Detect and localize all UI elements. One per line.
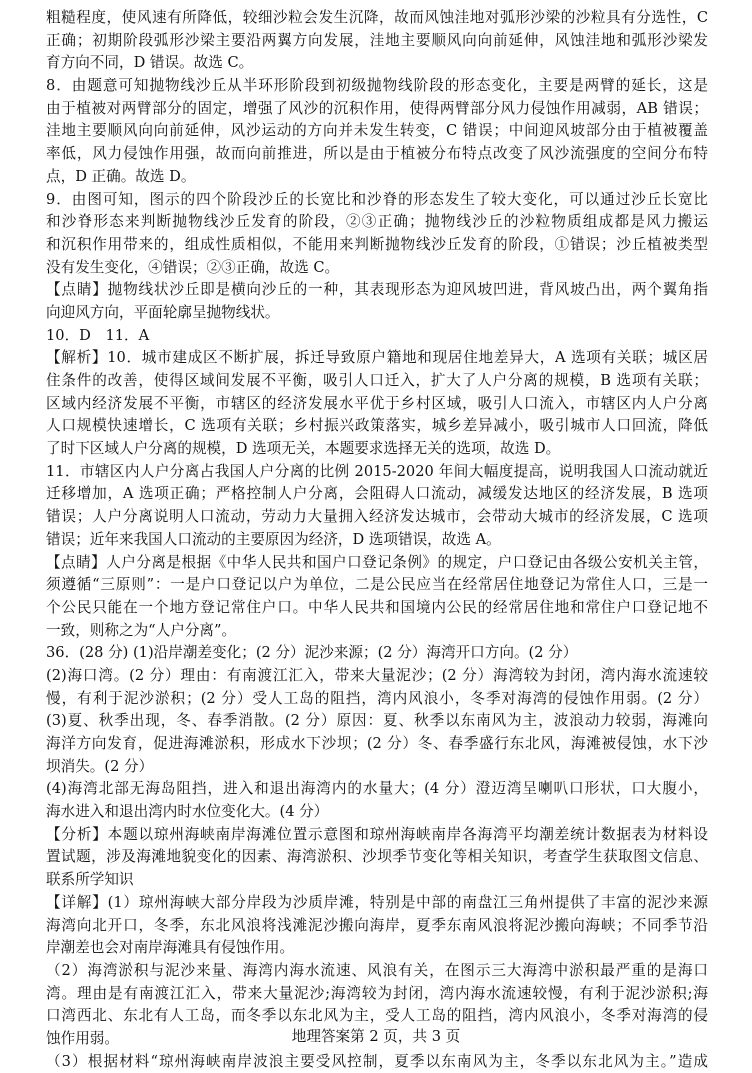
text-line: 【解析】10．城市建成区不断扩展，拆迁导致原户籍地和现居住地差异大，A 选项有关联；城区居 — [46, 349, 708, 367]
text-line: 【详解】(1）琼州海峡大部分岸段为沙质岸滩，特别是中部的南盘江三角州提供了丰富的泥沙来源 — [46, 893, 708, 911]
text-line: 坝消失。(2 分） — [46, 757, 154, 775]
text-line: (2)海口湾。(2 分）理由：有南渡江汇入，带来大量泥沙；(2 分）海湾较为封闭，湾内海水流速较 — [46, 666, 708, 684]
text-line: 没有发生变化，④错误；②③正确，故选 C。 — [46, 258, 340, 276]
text-line: （2）海湾淤积与泥沙来量、海湾内海水流速、风浪有关，在图示三大海湾中淤积最严重的是海口 — [46, 961, 708, 979]
text-line: 和沉积作用带来的，组成性质相似，不能用来判断抛物线沙丘发育的阶段，①错误；沙丘植被类型 — [46, 235, 708, 253]
text-line: 11．市辖区内人户分离占我国人户分离的比例 2015-2020 年间大幅度提高，说明我国人口流动就近 — [46, 462, 708, 480]
text-line: 率低，风力侵蚀作用强，故而向前推进，所以是由于植被分布特点改变了风沙流强度的空间分布特 — [46, 145, 708, 163]
text-line: 口湾西北、东北有人工岛，而冬季以东北风为主，受人工岛的阻挡，湾内风浪小，冬季对海湾的侵 — [46, 1007, 708, 1025]
text-line: 和沙脊形态来判断抛物线沙丘发育的阶段，②③正确；抛物线沙丘的沙粒物质组成都是风力搬运 — [46, 213, 708, 231]
text-line: 8．由题意可知抛物线沙丘从半环形阶段到初级抛物线阶段的形态变化，主要是两臂的延长，这是 — [46, 77, 708, 95]
text-line: 10．D 11．A — [46, 326, 150, 344]
text-line: 迁移增加，A 选项正确；严格控制人户分离，会阻碍人口流动，减缓发达地区的经济发展，B 选项 — [46, 485, 708, 503]
text-line: 由于植被对两臂部分的固定，增强了风沙的沉积作用，使得两臂部分风力侵蚀作用减弱，AB 错误； — [46, 99, 708, 117]
text-line: 个公民只能在一个地方登记常住户口。中华人民共和国境内公民的经常居住地和常住户口登记地不 — [46, 598, 708, 616]
text-line: 海洋方向发育，促进海滩淤积，形成水下沙坝；(2 分）冬、春季盛行东北风，海滩被侵蚀，水下沙 — [46, 735, 708, 752]
text-line: 粗糙程度，使风速有所降低，较细沙粒会发生沉降，故而风蚀洼地对弧形沙梁的沙粒具有分选性，C — [46, 9, 708, 26]
text-line: 【点睛】人户分离是根据《中华人民共和国户口登记条例》的规定，户口登记由各级公安机关主管， — [46, 553, 708, 571]
text-line: 联系所学知识 — [46, 871, 134, 889]
text-line: 洼地主要顺风向向前延伸，风沙运动的方向并未发生转变，C 错误；中间迎风坡部分由于植被覆盖 — [46, 122, 708, 140]
text-line: 置试题，涉及海滩地貌变化的因素、海湾淤积、沙坝季节变化等相关知识，考查学生获取图文信息、 — [46, 848, 708, 866]
text-line: 海水进入和退出湾内时水位变化大。(4 分） — [46, 803, 329, 821]
text-line: 海湾向北开口，冬季，东北风浪将浅滩泥沙搬向海岸，夏季东南风浪将泥沙搬向海峡；不同季节沿 — [46, 916, 708, 934]
text-line: 错误；人户分离说明人口流动，劳动力大量拥入经济发达城市，会带动大城市的经济发展，C 选项 — [46, 508, 708, 526]
text-line: 人口规模快速增长，C 选项有关联；乡村振兴政策落实，城乡差异减小，吸引城市人口回流，降低 — [46, 417, 708, 435]
text-line: 错误；近年来我国人口流动的主要原因为经济，D 选项错误，故选 A。 — [46, 530, 501, 548]
text-line: 正确；初期阶段弧形沙梁主要沿两翼方向发展，洼地主要顺风向向前延伸，风蚀洼地和弧形沙梁发 — [46, 31, 708, 49]
text-line: 了时下区域人户分离的规模，D 选项无关，本题要求选择无关的选项，故选 D。 — [46, 440, 561, 458]
text-line: 9．由图可知，图示的四个阶段沙丘的长宽比和沙脊的形态发生了较大变化，可以通过沙丘长宽比 — [46, 190, 708, 208]
text-line: 36．(28 分) (1)沿岸潮差变化；(2 分）泥沙来源；(2 分）海湾开口方向。(2 分） — [46, 644, 578, 662]
text-line: 【分析】本题以琼州海峡南岸海滩位置示意图和琼州海峡南岸各海湾平均潮差统计数据表为材料设 — [46, 825, 708, 843]
text-line: 住条件的改善，使得区域间发展不平衡，吸引人口迁入，扩大了人户分离的规模，B 选项有关联； — [46, 372, 708, 389]
text-line: (4)海湾北部无海岛阻挡，进入和退出海湾内的水量大；(4 分）澄迈湾呈喇叭口形状，口大腹小， — [46, 780, 708, 798]
text-line: (3)夏、秋季出现，冬、春季消散。(2 分）原因：夏、秋季以东南风为主，波浪动力较弱，海滩向 — [46, 712, 708, 730]
text-line: 蚀作用弱。 — [46, 1029, 119, 1047]
text-line: 岸潮差也会对南岸海滩具有侵蚀作用。 — [46, 939, 295, 957]
text-line: 向迎风方向，平面轮廓呈抛物线状。 — [46, 303, 280, 321]
text-line: 慢，有利于泥沙淤积；(2 分）受人工岛的阻挡，湾内风浪小，冬季对海湾的侵蚀作用弱。(2 分） — [46, 689, 708, 707]
text-line: 育方向不同，D 错误。故选 C。 — [46, 54, 254, 72]
page-footer: 地理答案第 2 页，共 3 页 — [291, 1028, 461, 1045]
text-line: 须遵循“三原则”：一是户口登记以户为单位，二是公民应当在经常居住地登记为常住人口，三是一 — [46, 576, 708, 594]
text-line: （3）根据材料“琼州海峡南岸波浪主要受风控制，夏季以东南风为主，冬季以东北风为主。”造成 — [46, 1052, 708, 1070]
text-line: 点，D 正确。故选 D。 — [46, 167, 196, 185]
answer-text-body — [46, 7, 708, 1073]
text-line: 【点睛】抛物线状沙丘即是横向沙丘的一种，其表现形态为迎风坡凹进，背风坡凸出，两个翼角指 — [46, 281, 708, 299]
text-line: 一致，则称之为“人户分离”。 — [46, 621, 237, 639]
text-line: 区域内经济发展不平衡，市辖区的经济发展水平优于乡村区域，吸引人口流入，市辖区内人户分离 — [46, 394, 708, 412]
text-line: 湾。理由是有南渡江汇入，带来大量泥沙;海湾较为封闭，湾内海水流速较慢，有利于泥沙淤积;海 — [46, 984, 708, 1002]
